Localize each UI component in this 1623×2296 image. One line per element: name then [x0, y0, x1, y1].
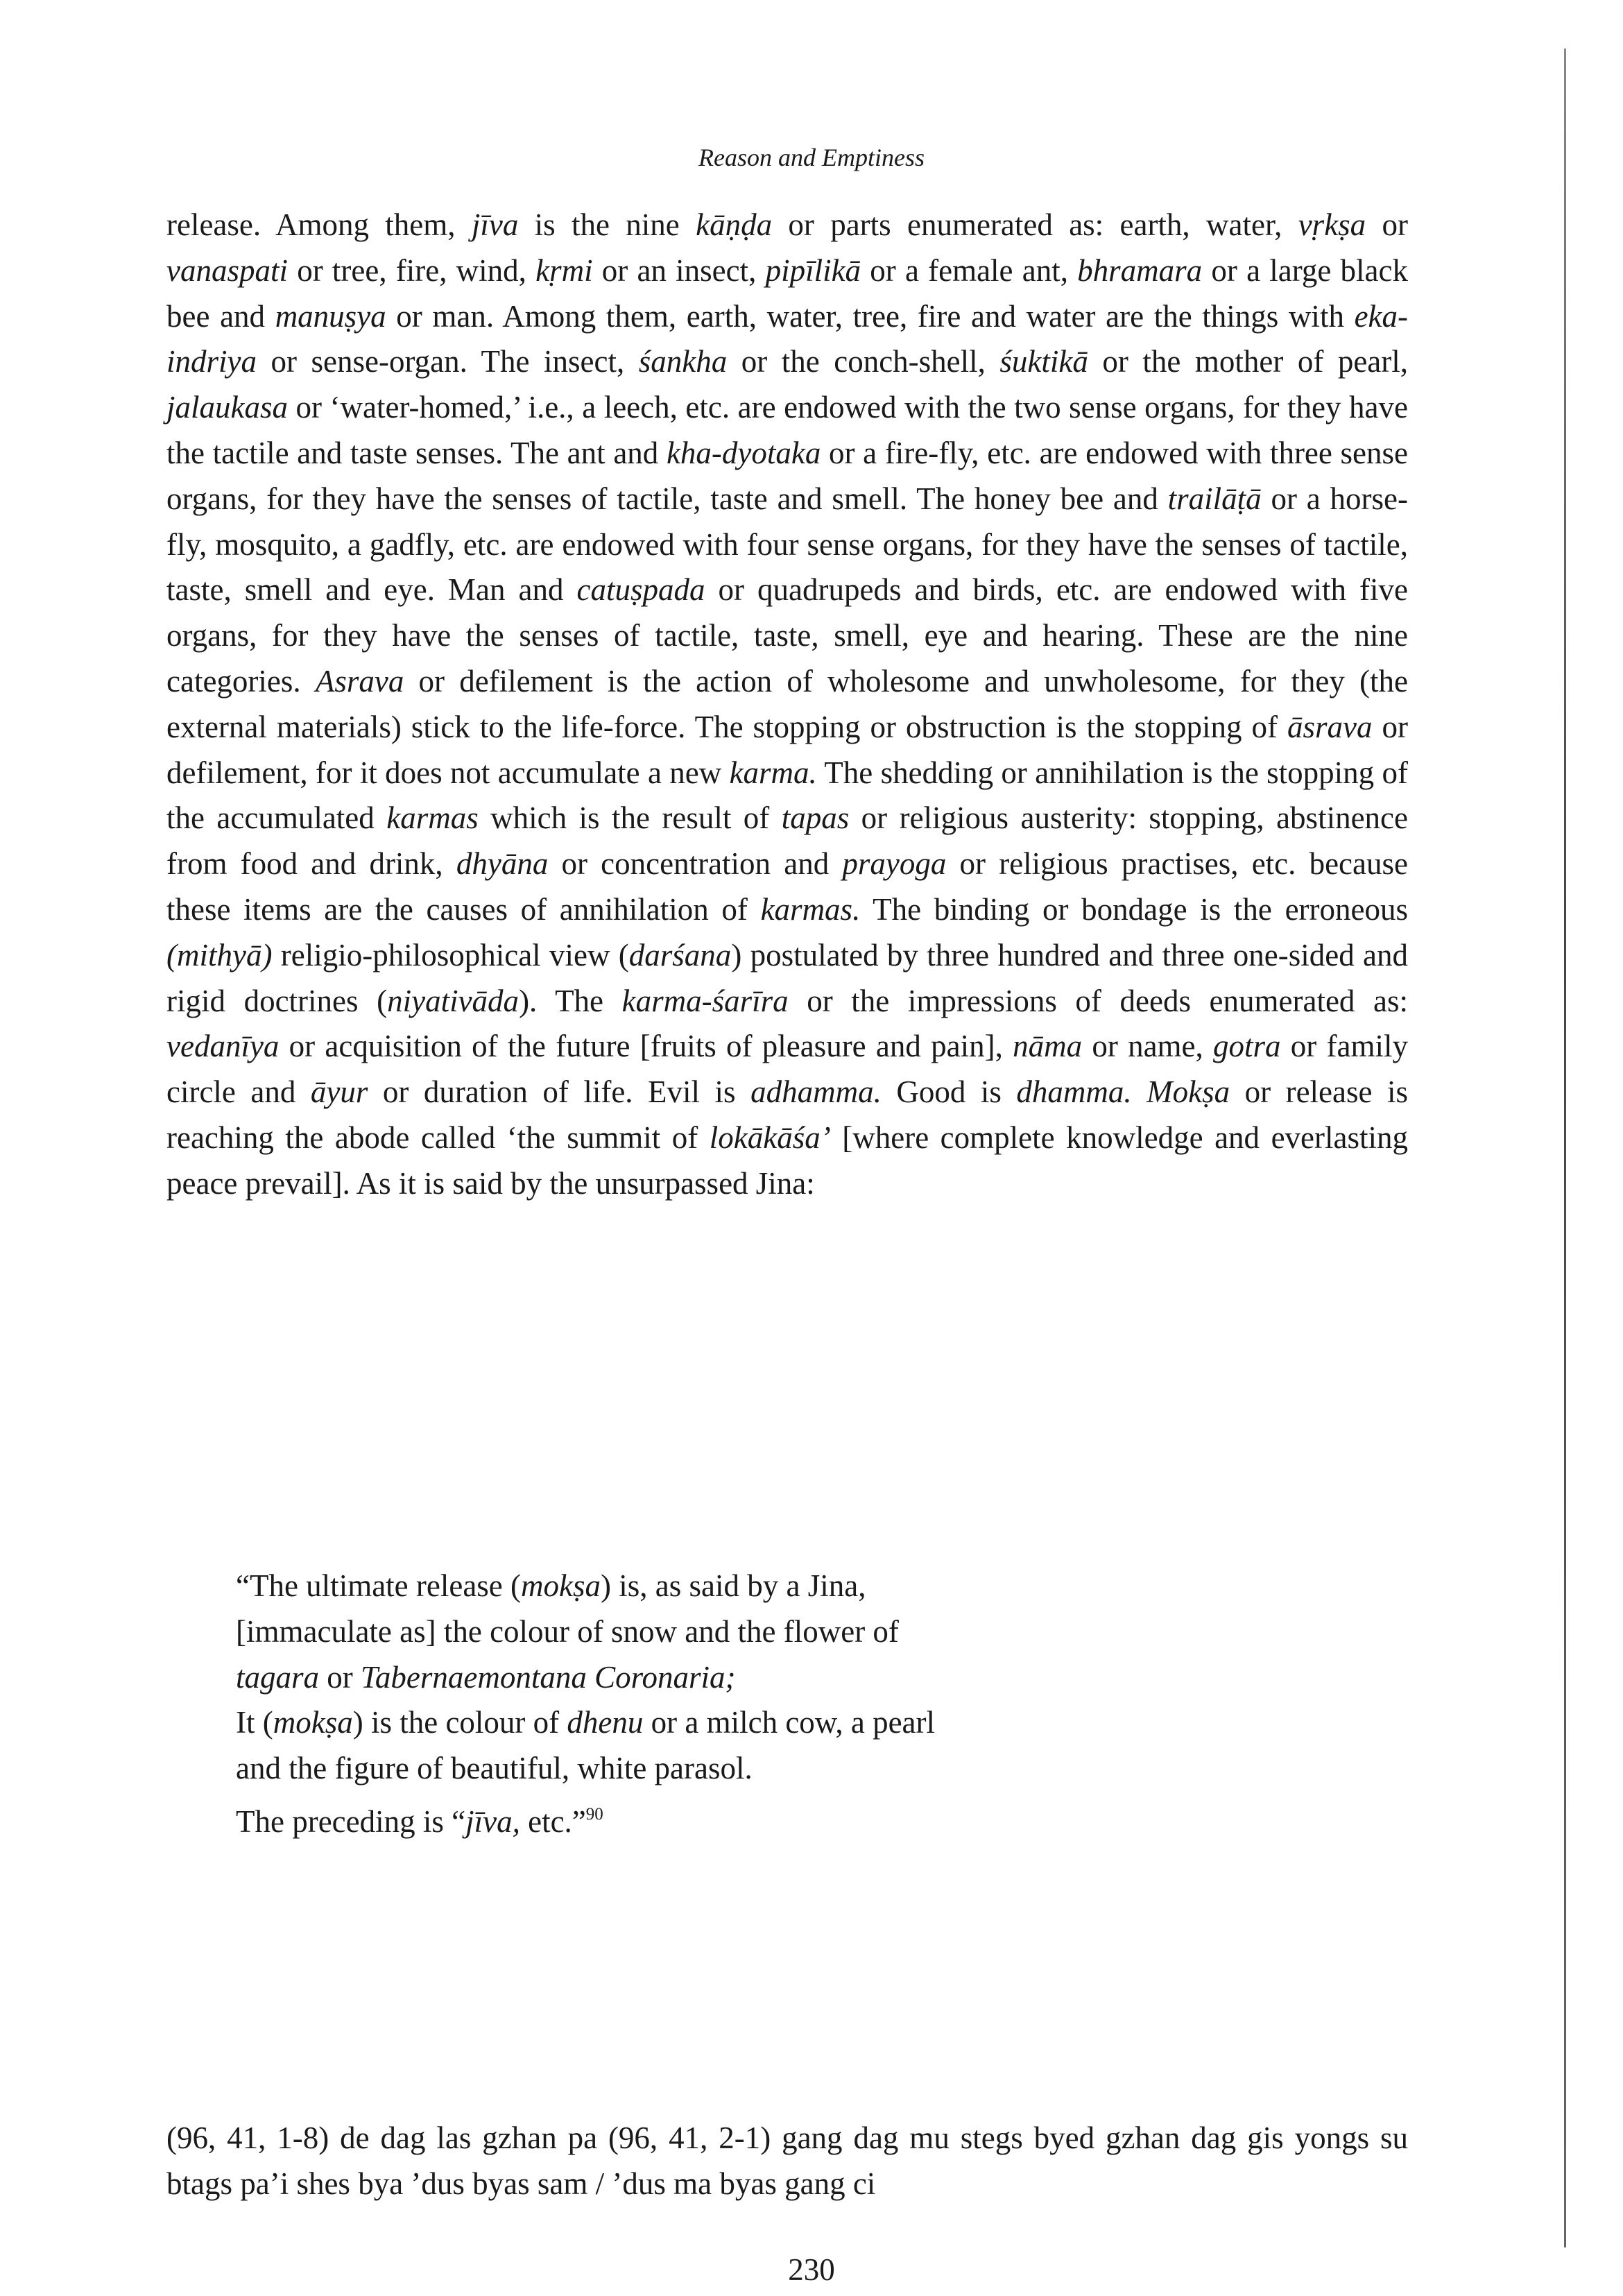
italic-term: jalaukasa	[166, 390, 288, 425]
text-run: or defilement, for it does not accumulate a new	[166, 709, 1408, 790]
italic-term: vedanīya	[166, 1029, 280, 1064]
italic-term: niyativāda	[387, 983, 519, 1018]
italic-term: śuktikā	[999, 344, 1088, 379]
text-run: or the impressions of deeds enumerated as:	[788, 983, 1408, 1018]
text-run: The binding or bondage is the erroneous	[860, 891, 1408, 927]
italic-term: kṛmi	[535, 252, 593, 288]
italic-term: Mokṣa	[1147, 1074, 1230, 1110]
text-run: or tree, fire, wind,	[288, 252, 536, 288]
text-run: or family circle and	[166, 1029, 1408, 1110]
text-run: or a large black bee and	[166, 252, 1409, 334]
text-run: or religious practises, etc. because these items are the causes of annihilation of	[166, 846, 1408, 927]
italic-term: jīva,	[465, 1804, 520, 1839]
italic-term: eka-indriya	[166, 298, 1409, 379]
text-run: The preceding is “	[236, 1804, 466, 1839]
main-text-block	[166, 203, 1408, 1207]
italic-term: karmas	[386, 800, 479, 836]
text-run: or parts enumerated as: earth, water,	[772, 207, 1298, 242]
italic-term: Asrava	[315, 663, 404, 699]
text-run: religio-philosophical view (	[272, 937, 629, 973]
text-run: [immaculate as] the colour of snow and the flower of	[236, 1613, 899, 1649]
text-run: or	[1366, 207, 1408, 242]
quote-line	[236, 1792, 1401, 1845]
italic-term: tapas	[781, 800, 850, 836]
text-run: or concentration and	[548, 846, 843, 882]
text-run: or quadrupeds and birds, etc. are endowed with five organs, for they have the senses of tactile, taste, smell, eye and hearing. These are the nine categories.	[166, 572, 1408, 699]
italic-term: śankha	[638, 344, 728, 379]
text-run: The shedding or annihilation is the stopping of the accumulated	[166, 755, 1408, 836]
italic-term: tagara	[236, 1659, 320, 1695]
text-run: or ‘water-homed,’ i.e., a leech, etc. are endowed with the two sense organs, for they have the tactile and taste senses. The ant and	[166, 390, 1408, 470]
italic-term: catuṣpada	[576, 572, 705, 608]
italic-term: mokṣa	[273, 1705, 353, 1740]
text-run	[1132, 1074, 1147, 1109]
text-run: or man. Among them, earth, water, tree, fire and water are the things with	[386, 298, 1355, 334]
text-run: or release is reaching the abode called ‘the summit of	[166, 1074, 1409, 1155]
quote-line	[236, 1655, 1401, 1701]
quote-line	[236, 1609, 1401, 1655]
quote-line	[236, 1700, 1401, 1746]
text-run: release. Among them,	[166, 207, 472, 242]
text-run: or name,	[1082, 1029, 1214, 1064]
italic-term: vṛkṣa	[1298, 207, 1366, 242]
footnote-marker: 90	[585, 1804, 603, 1824]
italic-term: adhamma.	[750, 1074, 882, 1110]
italic-term: gotra	[1213, 1029, 1281, 1064]
text-run: or sense-organ. The insect,	[257, 344, 639, 379]
italic-term: Tabernaemontana Coronaria;	[361, 1659, 736, 1695]
text-run: etc.”	[519, 1804, 586, 1839]
text-run: or a female ant,	[861, 252, 1078, 288]
italic-term: mokṣa	[521, 1568, 601, 1603]
italic-term: kāṇḍa	[696, 207, 773, 242]
italic-term: darśana	[628, 937, 732, 973]
italic-term: dhenu	[567, 1705, 644, 1740]
italic-term: bhramara	[1077, 252, 1203, 288]
text-run: or religious austerity: stopping, abstinence from food and drink,	[166, 800, 1408, 882]
page-edge-shadow	[1564, 49, 1566, 2247]
tibetan-text-block	[166, 2116, 1408, 2207]
text-run: and the figure of beautiful, white parasol.	[236, 1751, 753, 1786]
text-run: or an insect,	[592, 252, 766, 288]
italic-term: karmas.	[760, 891, 861, 927]
italic-term: āsrava	[1287, 709, 1373, 744]
block-quote	[236, 1563, 1401, 1845]
text-run: [where complete knowledge and everlasting peace prevail]. As it is said by the unsurpassed Jina:	[166, 1120, 1408, 1201]
tibetan-paragraph	[166, 2116, 1408, 2207]
text-run: ) is the colour of	[352, 1705, 567, 1740]
text-run: or the mother of pearl,	[1088, 344, 1409, 379]
text-run: or a milch cow, a pearl	[643, 1705, 936, 1740]
page-number: 230	[788, 2252, 835, 2287]
text-run: or a fire-fly, etc. are endowed with three sense organs, for they have the senses of tactile, taste and smell. The honey bee and	[166, 435, 1409, 516]
italic-term: kha-dyotaka	[666, 435, 821, 470]
italic-term: (mithyā)	[166, 937, 273, 973]
italic-term: trailāṭā	[1167, 481, 1262, 516]
italic-term: karma-śarīra	[621, 983, 789, 1018]
quote-line	[236, 1563, 1401, 1609]
quote-line	[236, 1746, 1401, 1792]
italic-term: pipīlikā	[765, 252, 861, 288]
italic-term: prayoga	[842, 846, 947, 882]
text-run: or a horse-fly, mosquito, a gadfly, etc. are endowed with four sense organs, for they have the senses of tactile, taste, smell and eye. Man and	[166, 481, 1408, 608]
text-run: which is the result of	[478, 800, 782, 836]
italic-term: vanaspati	[166, 252, 288, 288]
text-run: or	[319, 1659, 361, 1695]
text-run: or defilement is the action of wholesome and unwholesome, for they (the external materials) stick to the life-force. The stopping or obstruction is the stopping of	[166, 663, 1408, 744]
text-run: ) postulated by three hundred and three one-sided and rigid doctrines (	[166, 937, 1408, 1018]
text-run: or acquisition of the future [fruits of pleasure and pain],	[279, 1029, 1013, 1064]
text-run: or the conch-shell,	[727, 344, 1000, 379]
text-run: ) is, as said by a Jina,	[601, 1568, 866, 1603]
italic-term: manuṣya	[275, 298, 386, 334]
text-run: is the nine	[518, 207, 696, 242]
main-paragraph	[166, 203, 1408, 1207]
text-run: ). The	[519, 983, 622, 1018]
text-run: or duration of life. Evil is	[368, 1074, 751, 1110]
italic-term: nāma	[1013, 1029, 1083, 1064]
text-run: “The ultimate release (	[236, 1568, 522, 1603]
italic-term: dhamma.	[1016, 1074, 1132, 1110]
text-run: It (	[236, 1705, 273, 1740]
italic-term: karma.	[729, 755, 817, 790]
text-run: Good is	[881, 1074, 1017, 1110]
running-head: Reason and Emptiness	[698, 144, 925, 171]
italic-term: lokākāśa’	[709, 1120, 831, 1155]
italic-term: dhyāna	[456, 846, 549, 882]
italic-term: āyur	[310, 1074, 368, 1110]
italic-term: jīva	[471, 207, 519, 242]
text-run: (96, 41, 1-8) de dag las gzhan pa (96, 41, 2-1) gang dag mu stegs byed gzhan dag gis yongs su btags pa’i shes bya ’dus byas sam / ’dus ma byas gang ci	[166, 2121, 1408, 2201]
